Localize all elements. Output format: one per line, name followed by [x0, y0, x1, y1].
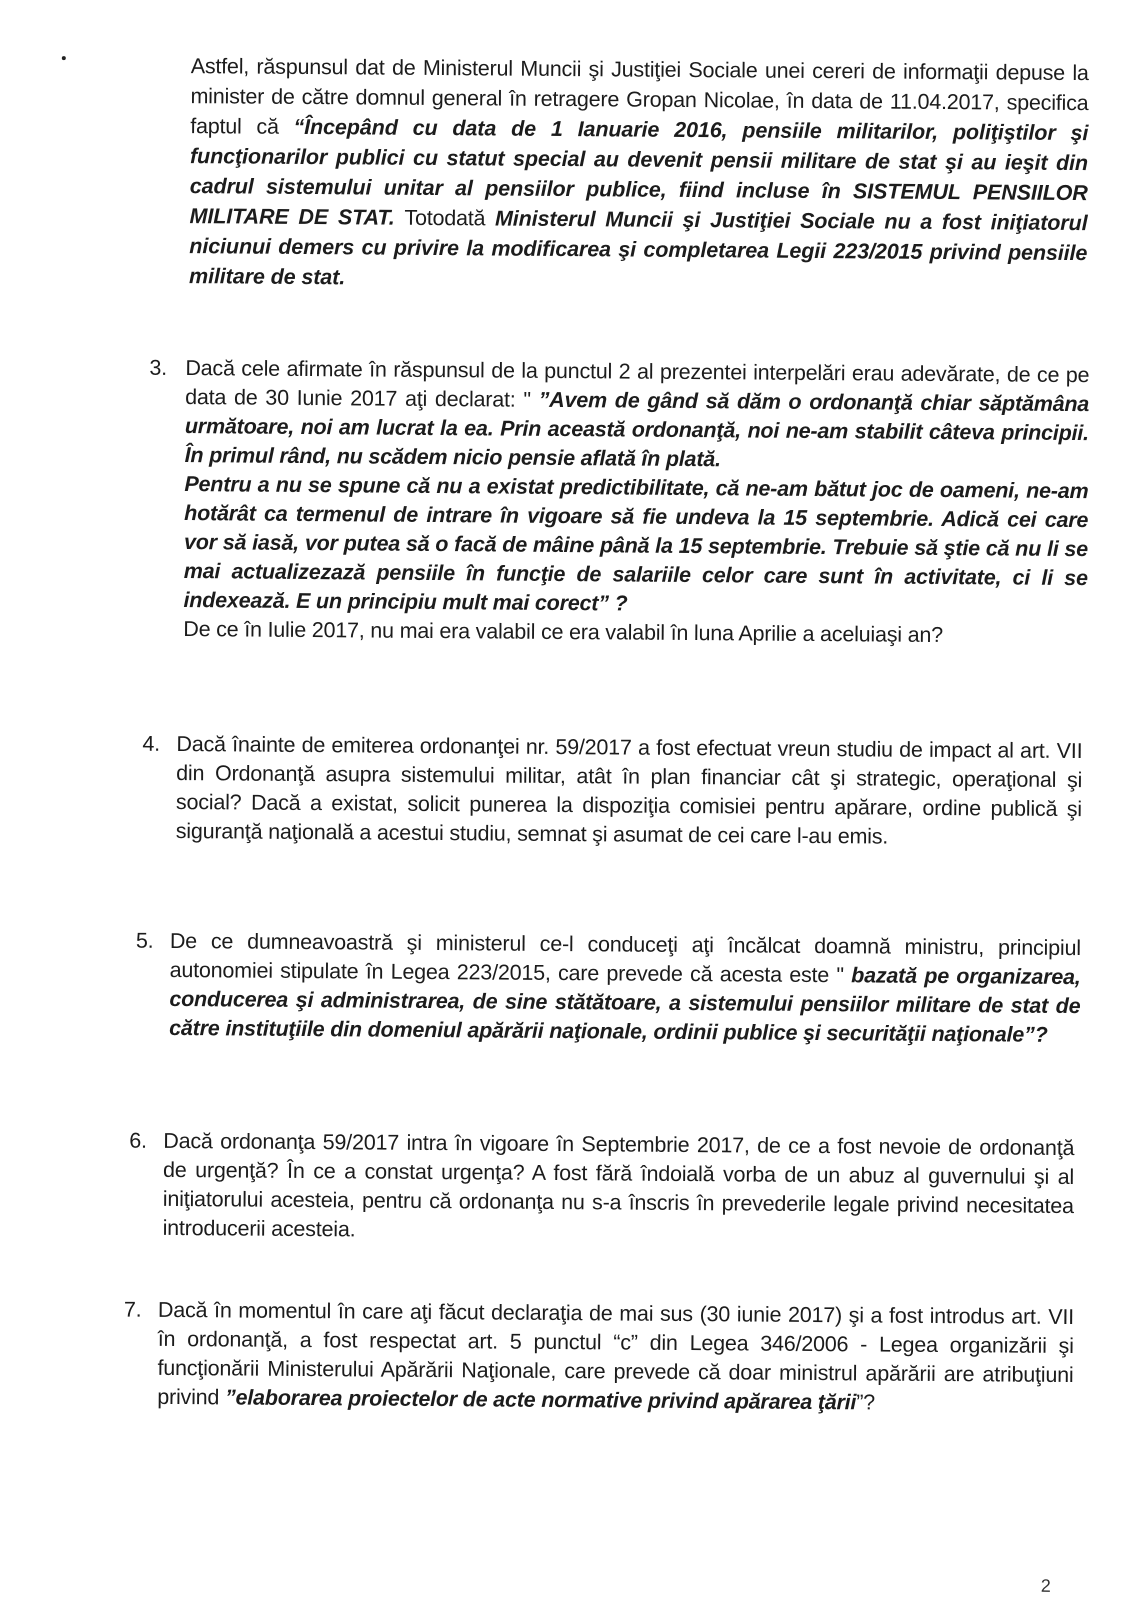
item-6-text: Dacă ordonanţa 59/2017 intra în vigoare în Septembrie 2017, de ce a fost nevoie de ordonanţă de urgenţă? În ce a constat urgenţa? A fost fără îndoială vorba de un abuz al guvernului şi al iniţiatorului acesteia, pentru că ordonanţa nu s-a înscris în prevederile legale privind necesitatea introducerii acesteia.: [162, 1128, 1075, 1242]
list-item-5: [135, 927, 1081, 1047]
list-item-3: [149, 354, 1090, 648]
intro-quote-2: Ministerul Muncii şi Justiţiei Sociale nu a fost iniţiatorul niciunui demers cu privire la modificarea şi completarea Legii 223/2015 privind pensiile militare de stat.: [189, 206, 1088, 290]
intro-text-2: Totodată: [404, 205, 496, 231]
list-item-7: [123, 1296, 1075, 1415]
item-4-text: Dacă înainte de emiterea ordonanţei nr. 59/2017 a fost efectuat vreun studiu de impact al art. VII din Ordonanţă asupra sistemului militar, atât în plan financiar cât şi strategic, operaţional şi social? Dacă a existat, solicit punerea la dispoziţia comisiei pentru apărare, ordine publică şi siguranţă naţională a acestui studiu, semnat şi asumat de cei care l-au emis.: [175, 731, 1083, 849]
intro-paragraph: [189, 51, 1089, 298]
item-number: 4.: [142, 731, 161, 756]
item-5-quote: bazată pe organizarea, conducerea şi administrarea, de sine stătătoare, a sistemului pensiilor militare de stat de către instituţiile din domeniul apărării naţionale, ordinii publice şi securităţii naţionale”?: [169, 963, 1081, 1047]
item-number: 6.: [129, 1128, 147, 1153]
page-number: 2: [1040, 1575, 1051, 1596]
stray-mark: [62, 56, 66, 60]
list-item-6: [129, 1127, 1075, 1242]
item-7-quote: ”elaborarea proiectelor de acte normative privind apărarea ţării: [224, 1385, 857, 1415]
intro-text-1: Astfel, răspunsul dat de Ministerul Muncii şi Justiţiei Sociale unei cereri de informaţii depuse la minister de către domnul general în retragere Gropan Nicolae, în data de 11.04.2017, specifica faptul că: [190, 54, 1089, 139]
item-7-text-2: ”?: [856, 1390, 876, 1415]
item-3-quote-2: Pentru a nu se spune că nu a existat predictibilitate, că ne-am bătut joc de oameni, ne-am hotărât ca termenul de intrare în vigoare să fie undeva la 15 septembrie. Adică cei care vor să iasă, vor putea să o facă de mâine până la 15 septembrie. Trebuie să ştie că nu li se mai actualizezază pensiile în funcţie de salariile celor care sunt în activitate, ci li se indexează. E un principiu mult mai corect” ?: [183, 472, 1089, 616]
item-3-text-1: Dacă cele afirmate în răspunsul de la punctul 2 al prezentei interpelări erau adevărate, de ce pe data de 30 Iunie 2017 aţi declarat: ": [185, 356, 1090, 412]
list-item-4: [142, 730, 1083, 849]
item-3-text-2: De ce în Iulie 2017, nu mai era valabil ce era valabil în luna Aprilie a aceluiaşi an?: [183, 617, 944, 648]
intro-quote: “Începând cu data de 1 Ianuarie 2016, pensiile militarilor, poliţiştilor şi funcţionarilor publici cu statut special au devenit pensii militare de stat şi au ieşit din cadrul sistemului unitar al pensiilor publice, fiind incluse în SISTEMUL PENSIILOR MILITARE DE STAT.: [189, 114, 1089, 230]
item-number: 5.: [135, 928, 154, 953]
item-number: 7.: [123, 1297, 142, 1322]
item-3-quote-1: ”Avem de gând să dăm o ordonanţă chiar săptămâna următoare, noi am lucrat la ea. Prin această ordonanţă, noi ne-am stabilit câteva principii. În primul rând, nu scădem nicio pensie aflată în plată.: [184, 387, 1090, 472]
item-7-text-1: Dacă în momentul în care aţi făcut declaraţia de mai sus (30 iunie 2017) şi a fost introdus art. VII în ordonanţă, a fost respectat art. 5 punctul “c” din Legea 346/2006 - Legea organizării şi funcţionării Ministerului Apărării Naţionale, care prevede că doar ministrul apărării are atribuţiuni privind: [157, 1297, 1075, 1410]
item-number: 3.: [149, 355, 168, 380]
item-5-text: De ce dumneavoastră şi ministerul ce-l conduceţi aţi încălcat doamnă ministru, principiul autonomiei stipulate în Legea 223/2015, care prevede că acesta este ": [169, 928, 1081, 988]
